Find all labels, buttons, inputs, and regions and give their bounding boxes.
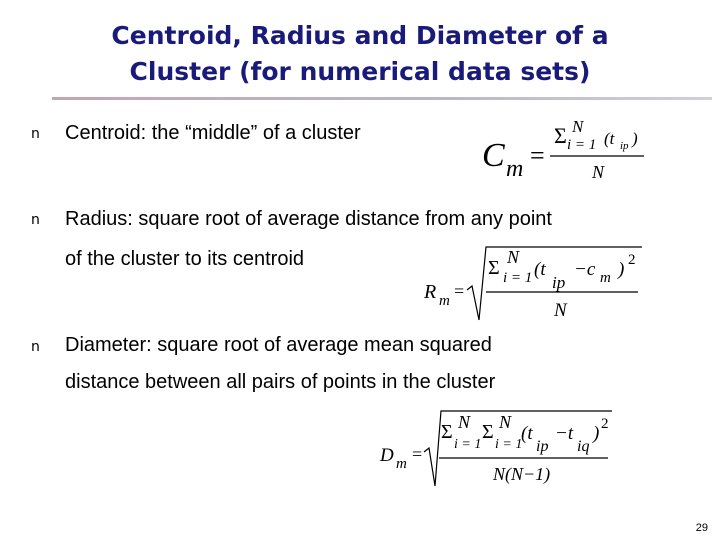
diameter-denominator: N(N−1) [493, 464, 551, 484]
bullet-marker-radius: n [31, 212, 40, 228]
radius-lower: i = 1 [503, 270, 533, 286]
radius-formula [424, 244, 646, 322]
diameter-lhs-sub: m [396, 456, 407, 472]
slide-title-line-1: Centroid, Radius and Diameter of a [111, 21, 609, 50]
diameter-power: 2 [601, 416, 609, 432]
centroid-lhs: C [482, 137, 505, 174]
diameter-sigma-1: Σ [441, 421, 453, 443]
slide-title-line-2: Cluster (for numerical data sets) [129, 57, 591, 86]
diameter-lhs: D [380, 445, 394, 466]
centroid-formula [482, 116, 652, 186]
diameter-lower-2: i = 1 [495, 437, 523, 452]
bullet-text-radius-line-2: of the cluster to its centroid [65, 248, 305, 270]
page-number: 29 [695, 522, 708, 534]
diameter-sigma-2: Σ [482, 421, 494, 443]
radius-lhs-sub: m [439, 293, 450, 309]
title-underline [52, 97, 712, 100]
slide-title [0, 18, 720, 90]
centroid-sigma: Σ [554, 123, 567, 148]
bullet-text-centroid: Centroid: the “middle” of a cluster [65, 122, 361, 144]
centroid-lower: i = 1 [567, 137, 597, 153]
centroid-upper: N [572, 117, 584, 136]
bullet-text-diameter-line-1: Diameter: square root of average mean squared [65, 334, 492, 356]
centroid-term: (t [604, 129, 615, 148]
centroid-denominator: N [592, 162, 605, 182]
radius-upper: N [507, 247, 520, 267]
diameter-term-close: ) [593, 423, 600, 444]
diameter-minus: −t [555, 423, 574, 444]
bullet-marker-diameter: n [31, 339, 40, 355]
radius-power: 2 [628, 252, 636, 268]
bullet-text-radius-line-1: Radius: square root of average distance from any point [65, 208, 552, 230]
radius-minus: −c [574, 259, 596, 280]
diameter-formula [380, 408, 616, 490]
radius-minus-sub: m [600, 270, 611, 286]
centroid-lhs-sub: m [506, 156, 524, 182]
centroid-term-sub: ip [620, 140, 629, 152]
diameter-term: (t [521, 423, 533, 444]
diameter-term-sub: ip [536, 438, 549, 455]
radius-sigma: Σ [488, 257, 500, 279]
centroid-equals: = [530, 141, 545, 170]
radius-equals: = [454, 281, 465, 301]
diameter-upper-1: N [458, 412, 471, 432]
diameter-minus-sub: iq [577, 438, 590, 455]
radius-term: (t [534, 259, 546, 280]
radius-lhs: R [424, 281, 437, 303]
radius-term-sub: ip [552, 273, 566, 292]
centroid-term-close: ) [632, 129, 638, 148]
bullet-text-diameter-line-2: distance between all pairs of points in the cluster [65, 371, 496, 393]
diameter-lower-1: i = 1 [454, 437, 482, 452]
bullet-marker-centroid: n [31, 126, 40, 142]
radius-term-close: ) [618, 259, 625, 280]
diameter-equals: = [412, 444, 423, 464]
diameter-upper-2: N [499, 412, 512, 432]
radius-denominator: N [554, 300, 567, 321]
